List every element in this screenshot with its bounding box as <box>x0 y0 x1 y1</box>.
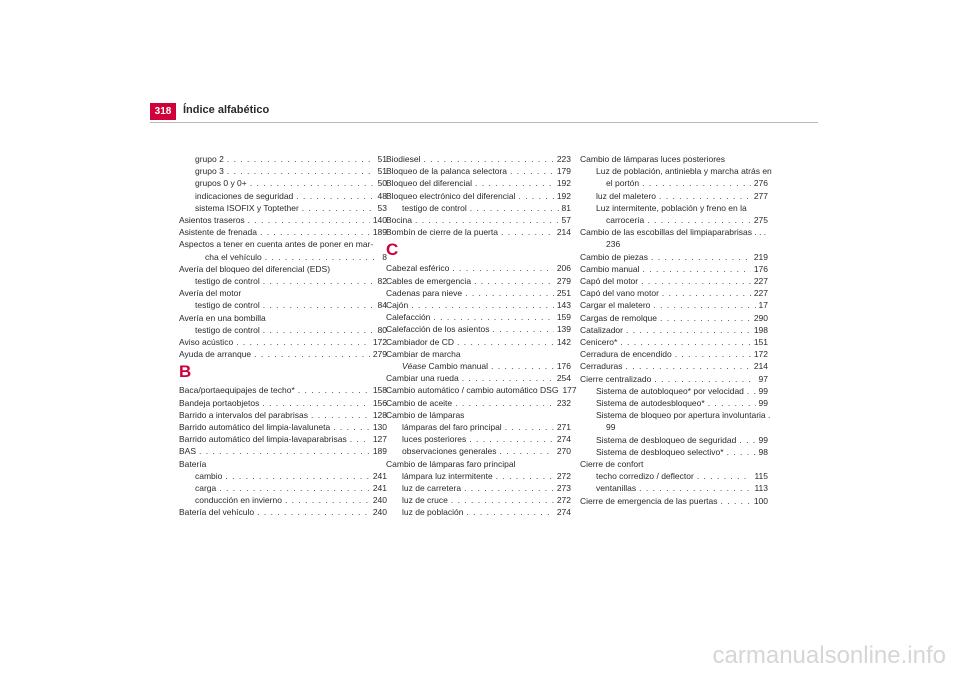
entry-text: Cambio manual <box>580 263 640 274</box>
entry-page: 97 <box>758 373 768 384</box>
entry-text: Barrido automático del limpia-lavaparabrisas <box>179 434 347 445</box>
index-entry <box>580 275 768 287</box>
entry-text: lámpara luz intermitente <box>402 470 493 481</box>
index-entry <box>386 445 571 457</box>
entry-text: grupos 0 y 0+ <box>195 178 247 189</box>
index-entry <box>386 177 571 189</box>
entry-page: 206 <box>556 263 571 274</box>
entry-text: Sistema de autodesbloqueo* <box>596 398 705 409</box>
entry-page: 17 <box>758 300 768 311</box>
entry-text: Barrido automático del limpia-lavaluneta <box>179 422 331 433</box>
index-column-2 <box>386 153 577 519</box>
entry-text: conducción en invierno <box>195 495 282 506</box>
index-entry <box>386 165 571 177</box>
entry-page: 254 <box>556 373 571 384</box>
entry-heading: Aspectos a tener en cuenta antes de poner en mar- <box>179 239 374 250</box>
entry-page: 290 <box>753 312 768 323</box>
entry-page: 53 <box>377 202 387 213</box>
entry-heading: Cierre de confort <box>580 459 644 470</box>
index-entry <box>179 177 387 189</box>
index-entry <box>179 275 387 287</box>
entry-text: testigo de control <box>195 300 260 311</box>
entry-text: Biodiesel <box>386 154 421 164</box>
index-entry <box>179 165 387 177</box>
entry-page: 139 <box>556 324 571 335</box>
index-entry <box>386 470 571 482</box>
entry-heading: Batería <box>179 458 207 469</box>
entry-text: luz de población <box>402 507 464 518</box>
entry-text: carrocería <box>606 215 645 226</box>
entry-text: Cambio automático / cambio automático DSG <box>386 385 559 396</box>
index-entry <box>179 251 387 263</box>
entry-page: 172 <box>372 337 387 348</box>
index-entry <box>386 372 571 384</box>
entry-page: 240 <box>372 495 387 506</box>
index-entry <box>179 397 387 409</box>
entry-page: 81 <box>561 202 571 213</box>
index-entry <box>580 299 768 311</box>
entry-page: 48 <box>377 190 387 201</box>
entry-page: 177 <box>562 385 577 396</box>
entry-text: Bloqueo del diferencial <box>386 178 473 189</box>
entry-page: 115 <box>754 471 768 482</box>
entry-page: 272 <box>556 470 571 481</box>
entry-text: luz del maletero <box>596 190 657 201</box>
index-entry <box>580 373 768 385</box>
index-entry <box>179 470 387 482</box>
entry-page: 189 <box>372 446 387 457</box>
entry-text: Capó del vano motor <box>580 288 659 299</box>
index-entry <box>386 506 571 518</box>
entry-text: luz de carretera <box>402 483 462 494</box>
entry-page: 50 <box>377 178 387 189</box>
entry-page: 130 <box>372 422 387 433</box>
index-entry <box>386 494 571 506</box>
entry-page: 156 <box>372 397 387 408</box>
entry-text: el portón <box>606 178 640 189</box>
entry-text: techo corredizo / deflector <box>596 471 694 482</box>
entry-page: 127 <box>372 434 387 445</box>
entry-page: 176 <box>753 263 768 274</box>
entry-page: 176 <box>556 361 571 372</box>
entry-page: 80 <box>377 324 387 335</box>
index-entry <box>580 470 768 482</box>
entry-text: Cargas de remolque <box>580 312 658 323</box>
entry-text: grupo 2 <box>195 154 224 164</box>
entry-text: Cambio de las escobillas del limpiaparabrisas <box>580 227 752 238</box>
entry-text: Barrido a intervalos del parabrisas <box>179 409 308 420</box>
index-entry <box>386 482 571 494</box>
entry-page: 128 <box>372 409 387 420</box>
index-entry <box>179 494 387 506</box>
entry-page: 223 <box>556 154 571 164</box>
entry-page: 271 <box>556 422 571 433</box>
index-entry <box>179 202 387 214</box>
entry-text: Cargar el maletero <box>580 300 651 311</box>
entry-page: 142 <box>556 336 571 347</box>
entry-page: 151 <box>753 337 768 348</box>
entry-text: Sistema de autobloqueo* por velocidad <box>596 385 744 396</box>
entry-heading: Avería del motor <box>179 288 242 299</box>
entry-heading: Avería del bloqueo del diferencial (EDS) <box>179 263 331 274</box>
entry-page: 251 <box>556 287 571 298</box>
entry-text: Cables de emergencia <box>386 275 472 286</box>
entry-text: lámparas del faro principal <box>402 422 502 433</box>
entry-page: 275 <box>753 215 768 226</box>
entry-page: 214 <box>753 361 768 372</box>
index-column-3 <box>580 153 772 507</box>
entry-text: Ayuda de arranque <box>179 349 252 360</box>
entry-heading: Cambio de lámparas luces posteriores <box>580 154 726 164</box>
entry-page: 198 <box>753 324 768 335</box>
index-entry <box>580 251 768 263</box>
entry-text: Capó del motor <box>580 276 639 287</box>
entry-subheading: Luz de población, antiniebla y marcha atrás en <box>596 166 772 177</box>
entry-page: 192 <box>556 190 571 201</box>
index-entry <box>386 226 571 238</box>
entry-page: 227 <box>753 288 768 299</box>
index-entry <box>179 190 387 202</box>
index-entry <box>386 421 571 433</box>
index-entry <box>179 324 387 336</box>
index-entry <box>179 506 387 518</box>
entry-page: 232 <box>556 397 571 408</box>
entry-page: 99 <box>758 385 768 396</box>
entry-text: Baca/portaequipajes de techo* <box>179 385 295 396</box>
index-entry <box>179 445 387 457</box>
entry-page: 143 <box>556 300 571 311</box>
entry-text: Asientos traseros <box>179 215 245 226</box>
entry-page: 240 <box>372 507 387 518</box>
index-entry <box>580 397 768 409</box>
index-entry <box>179 348 387 360</box>
index-entry <box>179 409 387 421</box>
entry-text: indicaciones de seguridad <box>195 190 294 201</box>
entry-page: 57 <box>561 215 571 226</box>
entry-page: 99 <box>758 398 768 409</box>
entry-text: luz de cruce <box>402 495 448 506</box>
index-entry <box>580 177 768 189</box>
index-entry <box>386 214 571 226</box>
entry-text: cha el vehículo <box>205 251 262 262</box>
entry-text: Cambio de aceite <box>386 397 453 408</box>
index-entry <box>580 360 768 372</box>
index-entry <box>386 433 571 445</box>
index-entry <box>386 153 571 165</box>
index-entry <box>386 384 577 396</box>
entry-text: Sistema de desbloqueo selectivo* <box>596 446 724 457</box>
entry-heading: Cambio de lámparas <box>386 409 465 420</box>
entry-subheading: Luz intermitente, población y freno en la <box>596 202 747 213</box>
index-entry <box>386 287 571 299</box>
entry-text <box>402 360 488 372</box>
entry-text: Asistente de frenada <box>179 227 257 238</box>
entry-page: 279 <box>372 349 387 360</box>
entry-text: Cabezal esférico <box>386 263 450 274</box>
entry-heading: Cambiar de marcha <box>386 348 461 359</box>
index-entry <box>179 482 387 494</box>
entry-text: Catalizador <box>580 324 623 335</box>
entry-page: 227 <box>753 276 768 287</box>
entry-text: cambio <box>195 470 223 481</box>
entry-text: Bloqueo de la palanca selectora <box>386 166 507 177</box>
entry-text: Cajón <box>386 300 409 311</box>
section-letter-b: B <box>179 362 192 382</box>
index-entry <box>386 190 571 202</box>
index-entry <box>580 495 768 507</box>
section-letter-c: C <box>386 240 399 260</box>
entry-text: Bocina <box>386 215 412 226</box>
index-entry <box>386 360 571 372</box>
entry-text: grupo 3 <box>195 166 224 177</box>
index-entry <box>580 385 768 397</box>
entry-text: Cerradura de encendido <box>580 349 672 360</box>
entry-page: 241 <box>372 483 387 494</box>
entry-text: Calefacción <box>386 312 431 323</box>
index-entry <box>179 299 387 311</box>
see-also-label: Véase <box>402 361 427 372</box>
page-number: 318 <box>150 103 176 120</box>
index-entry <box>580 324 768 336</box>
entry-page: 276 <box>753 178 768 189</box>
index-entry <box>386 262 571 274</box>
watermark: carmanualsonline.info <box>712 642 946 669</box>
entry-page: 172 <box>753 349 768 360</box>
index-entry <box>386 275 571 287</box>
entry-page: 274 <box>556 434 571 445</box>
entry-page: 113 <box>754 483 768 494</box>
index-entry <box>179 433 387 445</box>
entry-page: 140 <box>372 215 387 226</box>
entry-text: Aviso acústico <box>179 337 234 348</box>
index-entry <box>580 190 768 202</box>
entry-page: 241 <box>372 470 387 481</box>
entry-text: luces posteriores <box>402 434 467 445</box>
entry-page: 189 <box>372 227 387 238</box>
entry-text: Cierre de emergencia de las puertas <box>580 495 718 506</box>
index-entry <box>580 214 768 226</box>
entry-text: Cambio de piezas <box>580 251 649 262</box>
entry-text: testigo de control <box>195 324 260 335</box>
index-entry <box>386 323 571 335</box>
index-entry <box>179 421 387 433</box>
entry-text: observaciones generales <box>402 446 497 457</box>
entry-page: 274 <box>556 507 571 518</box>
page-title: Índice alfabético <box>183 104 270 116</box>
entry-page: 84 <box>377 300 387 311</box>
index-entry <box>386 397 571 409</box>
entry-page: 273 <box>556 483 571 494</box>
index-entry <box>580 312 768 324</box>
entry-text: Batería del vehículo <box>179 507 255 518</box>
index-entry <box>580 263 768 275</box>
index-entry <box>386 202 571 214</box>
entry-page: 159 <box>556 312 571 323</box>
entry-page: 219 <box>753 251 768 262</box>
entry-page: 179 <box>556 166 571 177</box>
index-entry <box>386 336 571 348</box>
index-entry <box>179 153 387 165</box>
entry-subheading: Sistema de bloqueo por apertura involuntaria . <box>596 410 771 421</box>
entry-page: 277 <box>753 190 768 201</box>
entry-text: BAS <box>179 446 197 457</box>
entry-page: 51 <box>377 154 387 164</box>
index-entry <box>386 299 571 311</box>
entry-page: 100 <box>753 495 768 506</box>
entry-heading: Cambio de lámparas faro principal <box>386 458 516 469</box>
entry-page: 192 <box>556 178 571 189</box>
index-entry <box>179 384 387 396</box>
index-column-1 <box>179 153 387 519</box>
entry-text: Cambiador de CD <box>386 336 455 347</box>
entry-page: 158 <box>372 385 387 396</box>
entry-text: Bombín de cierre de la puerta <box>386 227 498 238</box>
index-entry <box>580 336 768 348</box>
index-entry <box>580 287 768 299</box>
entry-page: 279 <box>556 275 571 286</box>
entry-text: Cambiar una rueda <box>386 373 459 384</box>
index-entry <box>580 434 768 446</box>
entry-page: 51 <box>377 166 387 177</box>
index-entry <box>580 446 768 458</box>
entry-heading: Cambio de las escobillas del limpiaparabrisas . . . <box>580 227 767 238</box>
entry-page: 214 <box>556 227 571 238</box>
entry-text: testigo de control <box>195 276 260 287</box>
index-entry <box>179 214 387 226</box>
index-entry <box>386 311 571 323</box>
entry-text: Calefacción de los asientos <box>386 324 490 335</box>
entry-page: 270 <box>556 446 571 457</box>
entry-text: testigo de control <box>402 202 467 213</box>
entry-text: Cadenas para nieve <box>386 287 463 298</box>
entry-page: 8 <box>382 251 387 262</box>
entry-heading: Avería en una bombilla <box>179 312 266 323</box>
index-entry <box>580 348 768 360</box>
entry-text: Cierre centralizado <box>580 373 652 384</box>
entry-text: Cenicero* <box>580 337 618 348</box>
entry-text: ventanillas <box>596 483 637 494</box>
index-entry <box>179 336 387 348</box>
entry-text: Cerraduras <box>580 361 623 372</box>
entry-text: sistema ISOFIX y Toptether <box>195 202 299 213</box>
entry-text: carga <box>195 483 217 494</box>
entry-page: 82 <box>377 276 387 287</box>
entry-page: 99 <box>606 422 616 433</box>
entry-page: 99 <box>758 434 768 445</box>
entry-page: 236 <box>606 239 621 250</box>
see-also-target: Cambio manual <box>428 361 489 372</box>
index-entry <box>179 226 387 238</box>
entry-page: 98 <box>758 446 768 457</box>
entry-page: 272 <box>556 495 571 506</box>
entry-text: Bandeja portaobjetos <box>179 397 260 408</box>
entry-text: Sistema de desbloqueo de seguridad <box>596 434 737 445</box>
index-entry <box>580 482 768 494</box>
entry-text: Bloqueo electrónico del diferencial <box>386 190 516 201</box>
